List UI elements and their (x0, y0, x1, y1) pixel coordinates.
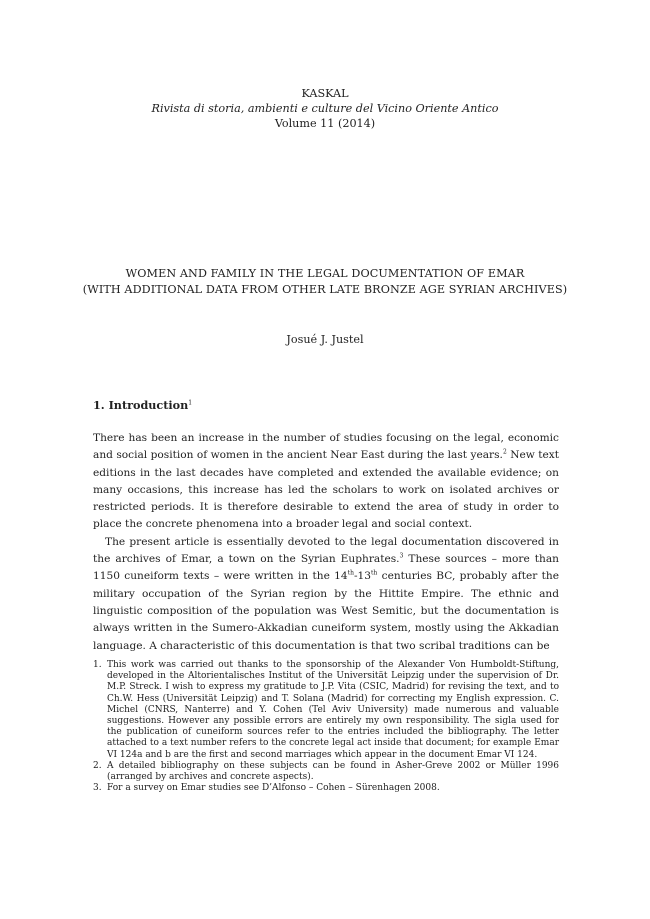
paragraph-1-part-a: There has been an increase in the number of studies focusing on the legal, economic and social position of women in the ancient Near East during the last years. (93, 432, 559, 462)
footnote-ref-2: 2 (502, 448, 507, 456)
paragraph-1-part-b: New text editions in the last decades have completed and extended the available evidence; on many occasions, this increase has led the scholars to work on isolated archives or restricted periods. It is therefore desirable to extend the area of study in order to place the concrete phenomena into a broader legal and social context. (93, 449, 559, 531)
footnote-number: 2. (93, 760, 102, 771)
footnote-text: For a survey on Emar studies see D’Alfonso – Cohen – Sürenhagen 2008. (107, 783, 440, 794)
paragraph-2 (93, 534, 559, 655)
journal-header (0, 86, 650, 131)
section-heading (93, 398, 192, 412)
journal-name: KASKAL (301, 87, 349, 100)
article-title (60, 266, 590, 298)
footnote-number: 3. (93, 783, 102, 794)
ordinal-suffix: th (347, 569, 354, 577)
footnote-text: This work was carried out thanks to the sponsorship of the Alexander Von Humboldt-Stiftung, developed in the Altorientalisches Institut of the Universität Leipzig under the supervision of Dr. M.P. Streck. I wish to express my gratitude to J.P. Vita (CSIC, Madrid) for revising the text, and to Ch.W. Hess (Universität Leipzig) and T. Solana (Madrid) for correcting my English expression. C. Michel (CNRS, Nanterre) and Y. Cohen (Tel Aviv University) made numerous and valuable suggestions. However any possible errors are entirely my own responsibility. The sigla used for the publication of cuneiform sources refer to the entries included the bibliography. The letter attached to a text number refers to the concrete legal act inside that document; for example Emar VI 124a and b are the first and second marriages which appear in the document Emar VI 124. (107, 660, 559, 760)
article-title-line-1: WOMEN AND FAMILY IN THE LEGAL DOCUMENTATION OF EMAR (125, 267, 525, 280)
article-title-line-2: (WITH ADDITIONAL DATA FROM OTHER LATE BRONZE AGE SYRIAN ARCHIVES) (82, 283, 568, 296)
article-author: Josué J. Justel (286, 333, 364, 346)
footnote-2 (93, 761, 559, 783)
footnote-1 (93, 660, 559, 761)
section-heading-text: 1. Introduction (93, 398, 189, 412)
journal-subtitle: Rivista di storia, ambienti e culture del Vicino Oriente Antico (151, 102, 499, 115)
ordinal-suffix: th (371, 569, 378, 577)
body-text (93, 430, 559, 655)
footnote-number: 1. (93, 660, 102, 670)
paragraph-2-part-c: -13 (353, 570, 372, 583)
footnote-3 (93, 783, 559, 794)
paragraph-2-part-d: centuries BC, probably after the military occupation of the Syrian region by the Hittite Empire. The ethnic and linguistic composition of the population was West Semitic, but the documentation is always written in the Sumero-Akkadian cuneiform system, mostly using the Akkadian language. A characteristic of this documentation is that two scribal traditions can be (93, 570, 559, 652)
paragraph-2-part-a: The present article is essentially devoted to the legal documentation discovered in the archives of Emar, a town on the Syrian Euphrates. (93, 535, 559, 566)
footnote-ref-1: 1 (188, 399, 193, 407)
footnotes (93, 660, 559, 794)
paragraph-1 (93, 430, 559, 534)
footnote-ref-3: 3 (399, 552, 404, 560)
footnote-text: A detailed bibliography on these subjects can be found in Asher-Greve 2002 or Müller 1996 (arranged by archives and concrete aspects). (107, 760, 559, 783)
journal-volume: Volume 11 (2014) (274, 117, 376, 130)
paragraph-2-part-b: These sources – more than 1150 cuneiform texts – were written in the 14 (93, 553, 559, 583)
